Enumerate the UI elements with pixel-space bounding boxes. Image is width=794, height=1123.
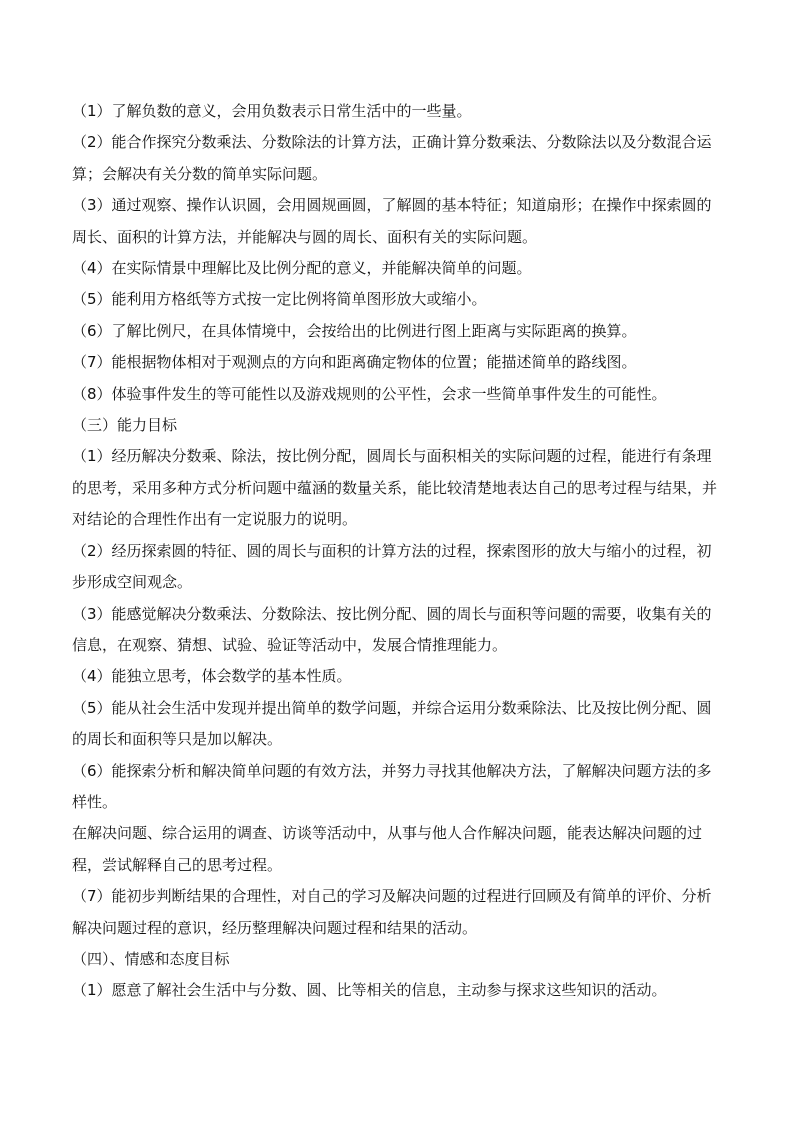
paragraph-ability-2: （2）经历探索圆的特征、圆的周长与面积的计算方法的过程，探索图形的放大与缩小的过程，初步形成空间观念。: [72, 541, 712, 592]
paragraph-ability-6-continued: 在解决问题、综合运用的调查、访谈等活动中，从事与他人合作解决问题，能表达解决问题的过程，尝试解释自己的思考过程。: [72, 824, 703, 874]
paragraph-knowledge-2: （2）能合作探究分数乘法、分数除法的计算方法，正确计算分数乘法、分数除法以及分数混合运算；会解决有关分数的简单实际问题。: [72, 133, 712, 183]
paragraph-ability-4: （4）能独立思考，体会数学的基本性质。: [72, 667, 352, 686]
paragraph-knowledge-5: （5）能利用方格纸等方式按一定比例将简单图形放大或缩小。: [72, 290, 487, 309]
paragraph-knowledge-7: （7）能根据物体相对于观测点的方向和距离确定物体的位置；能描述简单的路线图。: [72, 353, 637, 372]
paragraph-knowledge-8: （8）体验事件发生的等可能性以及游戏规则的公平性，会求一些简单事件发生的可能性。: [72, 384, 667, 403]
paragraph-knowledge-4: （4）在实际情景中理解比及比例分配的意义，并能解决简单的问题。: [72, 259, 532, 278]
paragraph-ability-5: （5）能从社会生活中发现并提出简单的数学问题，并综合运用分数乘除法、比及按比例分配、圆的周长和面积等只是加以解决。: [72, 698, 712, 749]
paragraph-ability-7: （7）能初步判断结果的合理性，对自己的学习及解决问题的过程进行回顾及有简单的评价、分析解决问题过程的意识，经历整理解决问题过程和结果的活动。: [72, 887, 712, 937]
section-heading-emotion: （四）、情感和态度目标: [72, 949, 230, 968]
document-page: [72, 96, 724, 1007]
paragraph-ability-3: （3）能感觉解决分数乘法、分数除法、按比例分配、圆的周长与面积等问题的需要，收集有关的信息，在观察、猜想、试验、验证等活动中，发展合情推理能力。: [72, 604, 712, 654]
paragraph-knowledge-1: （1）了解负数的意义，会用负数表示日常生活中的一些量。: [72, 102, 472, 120]
section-heading-ability: （三）能力目标: [72, 416, 178, 435]
paragraph-ability-6: （6）能探索分析和解决简单问题的有效方法，并努力寻找其他解决方法，了解解决问题方法的多样性。: [72, 761, 712, 811]
paragraph-emotion-1: （1）愿意了解社会生活中与分数、圆、比等相关的信息，主动参与探求这些知识的活动。: [72, 981, 667, 1000]
paragraph-knowledge-6: （6）了解比例尺，在具体情境中，会按给出的比例进行图上距离与实际距离的换算。: [72, 321, 637, 340]
paragraph-ability-1: （1）经历解决分数乘、除法，按比例分配，圆周长与面积相关的实际问题的过程，能进行有条理的思考，采用多种方式分析问题中蕴涵的数量关系，能比较清楚地表达自己的思考过程与结果，并对结论的合理性作出有一定说服力的说明。: [72, 447, 718, 529]
paragraph-knowledge-3: （3）通过观察、操作认识圆，会用圆规画圆，了解圆的基本特征；知道扇形；在操作中探索圆的周长、面积的计算方法，并能解决与圆的周长、面积有关的实际问题。: [72, 196, 712, 246]
